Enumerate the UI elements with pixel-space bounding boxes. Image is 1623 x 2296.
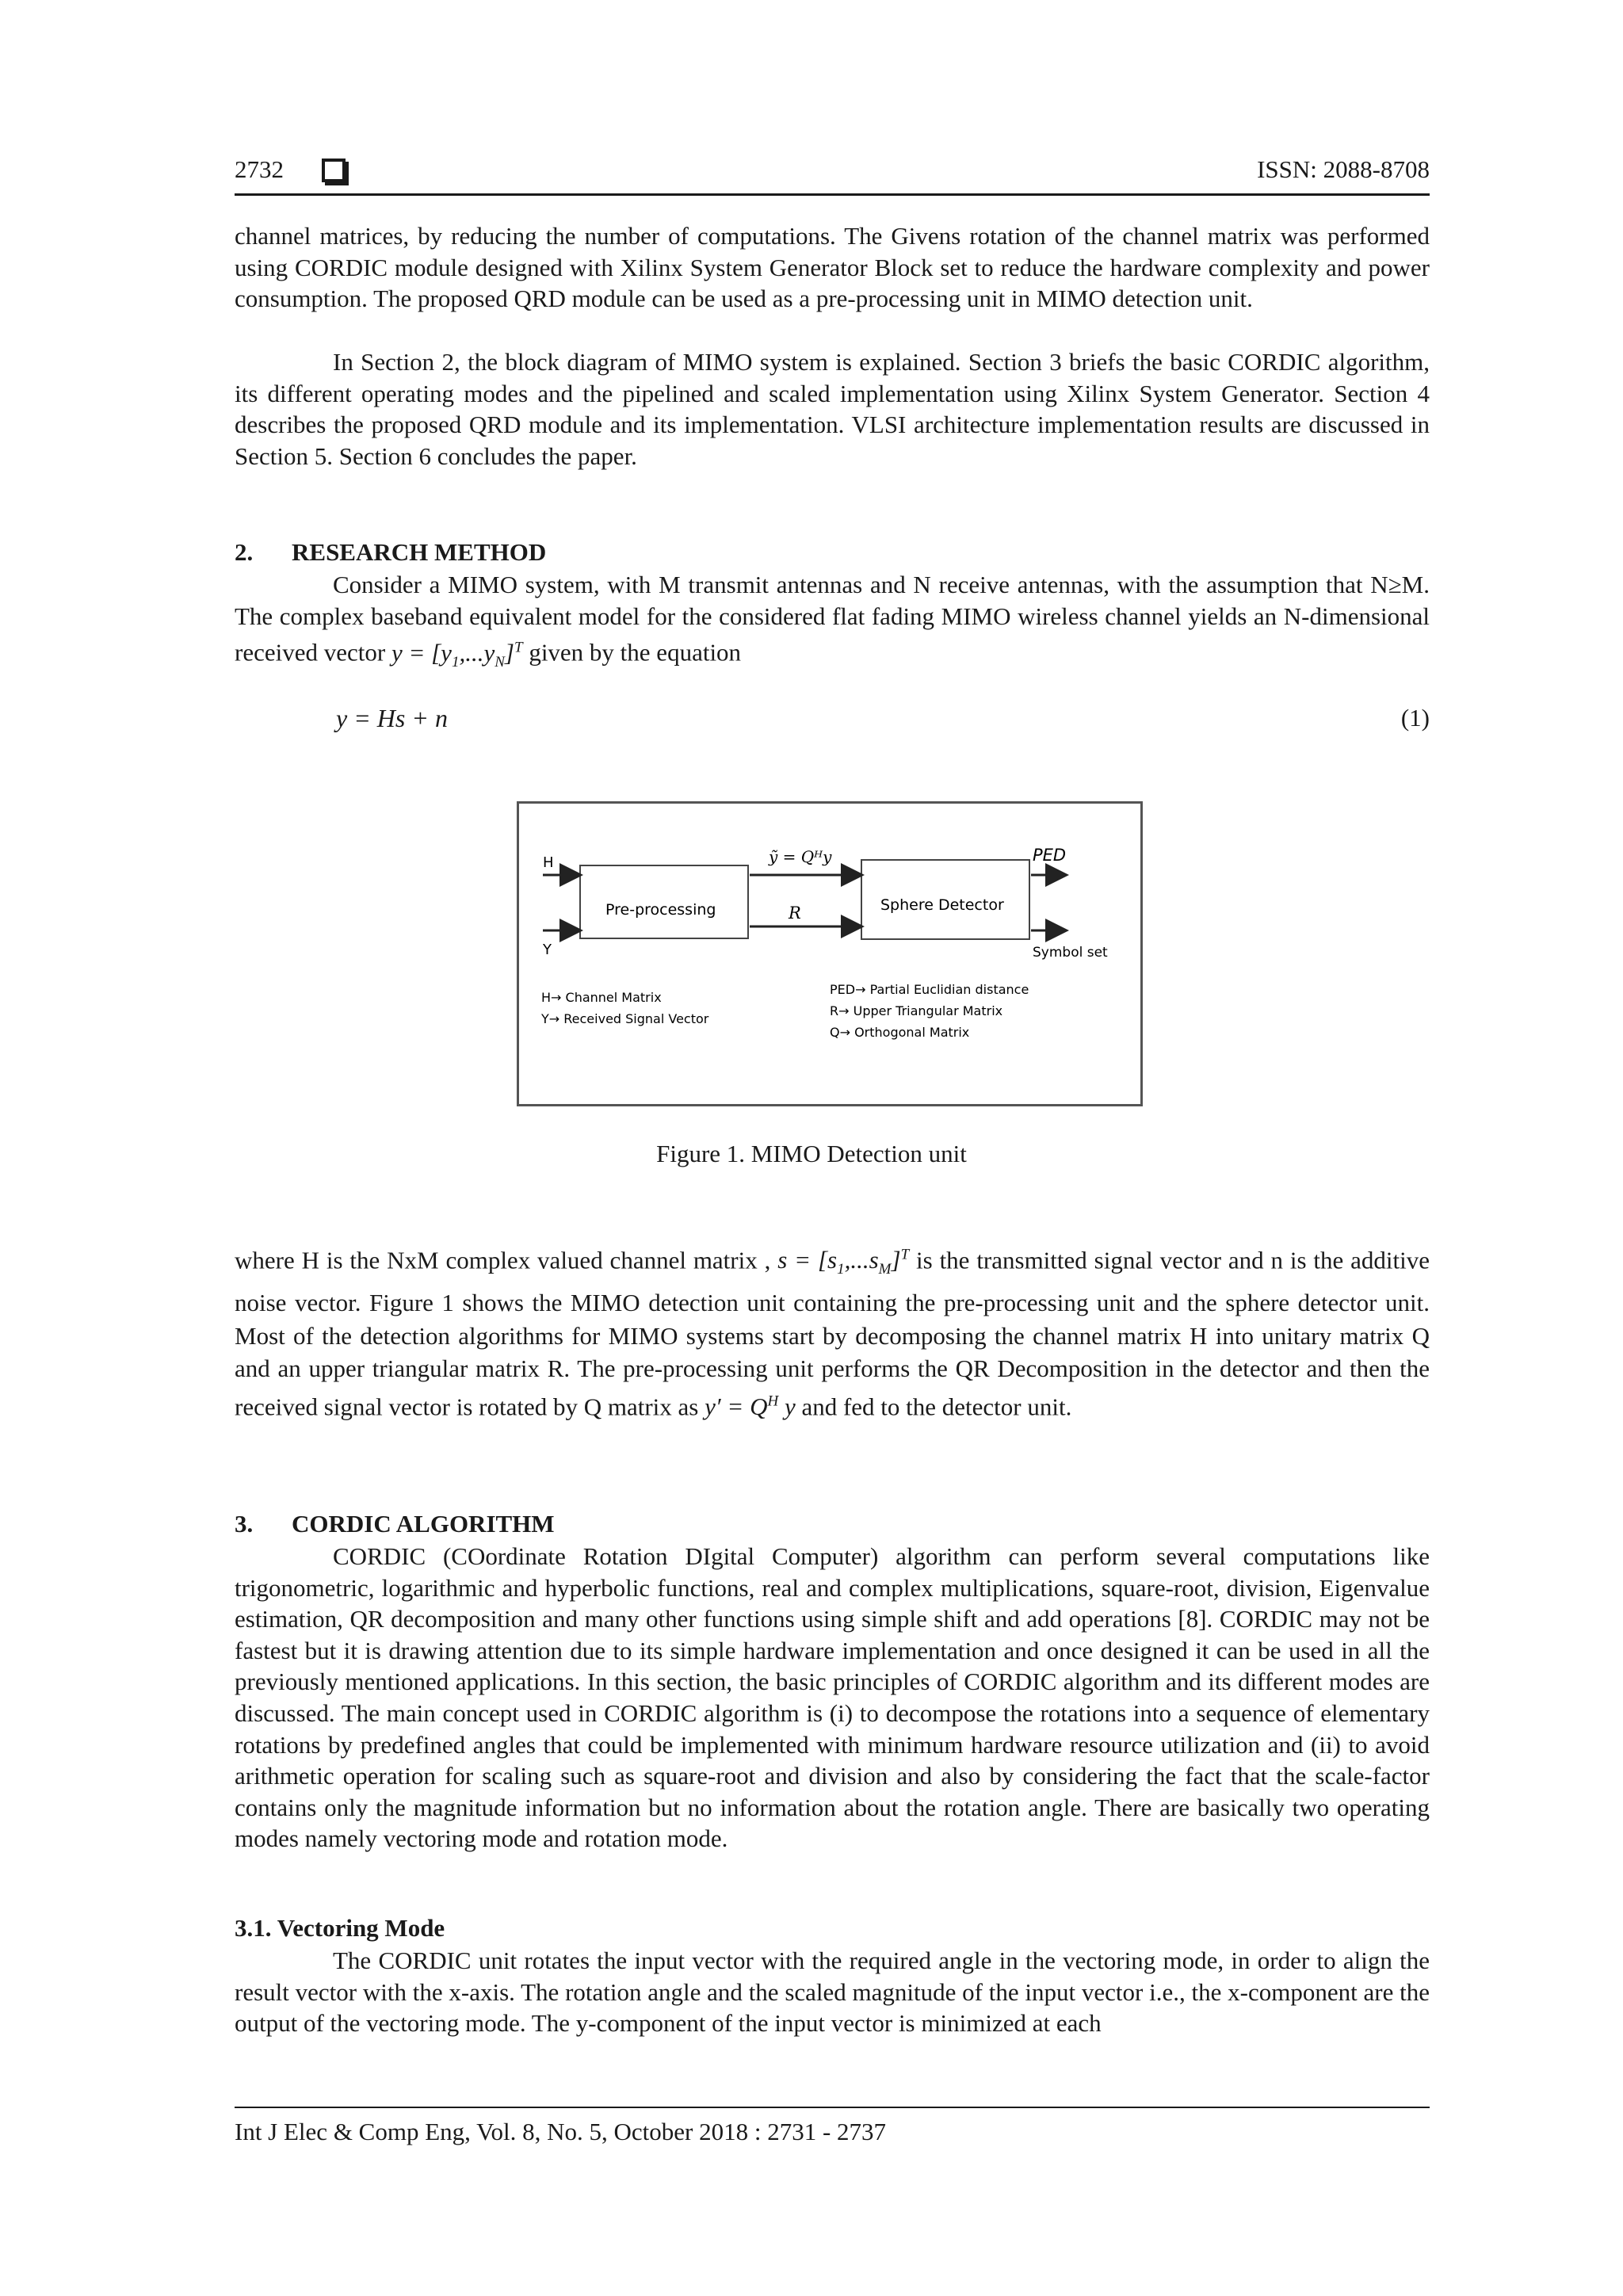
footer-rule — [235, 2107, 1430, 2108]
subsection-3-1-heading: 3.1. Vectoring Mode — [235, 1914, 445, 1942]
legend-left-2: Y→ Received Signal Vector — [541, 1011, 709, 1026]
rotated-vector-math: $y' = Q^H$ y — [705, 1392, 796, 1421]
input-y-label: Y — [543, 942, 552, 958]
received-vector-math: $y = [y_1,...y_N]^T$ — [391, 638, 523, 670]
legend-right-1: PED→ Partial Euclidian distance — [830, 982, 1029, 997]
legend-right-2: R→ Upper Triangular Matrix — [830, 1003, 1003, 1018]
intro-paragraph-1: channel matrices, by reducing the number of computations. The Givens rotation of the channel matrix was performed using CORDIC module designed with Xilinx System Generator Block set to reduce the hardware complexity and power consumption. The proposed QRD module can be used as a pre-processing unit in MIMO detection unit. — [235, 222, 1430, 313]
ped-label: PED — [1033, 846, 1067, 865]
section-3-paragraph-1: CORDIC (COordinate Rotation DIgital Computer) algorithm can perform several computations like trigonometric, logarithmic and hyperbolic functions, real and complex multiplications, square-root, division, Eigenvalue estimation, QR decomposition and many other functions using simple shift and add operations [8]. CORDIC may not be fastest but it is drawing attention due to its simple hardware implementation and once designed it can be used in all the previously mentioned applications. In this section, the basic principles of CORDIC algorithm and its different modes are discussed. The main concept used in CORDIC algorithm is (i) to decompose the rotations into a sequence of elementary rotations by predefined angles that could be implemented with minimum hardware resource utilization and (ii) to avoid arithmetic operation for scaling such as square-root and division and also by considering the fact that the scale-factor contains only the magnitude information but no information about the rotation angle. There are basically two operating modes namely vectoring mode and rotation mode. — [235, 1542, 1430, 1853]
footer-citation: Int J Elec & Comp Eng, Vol. 8, No. 5, October 2018 : 2731 - 2737 — [235, 2118, 887, 2145]
legend-right-3: Q→ Orthogonal Matrix — [830, 1025, 970, 1040]
intro-paragraph-2: In Section 2, the block diagram of MIMO system is explained. Section 3 briefs the basic CORDIC algorithm, its different operating modes and the pipelined and scaled implementation using Xilinx System Generator. Section 4 describes the proposed QRD module and its implementation. VLSI architecture implementation results are discussed in Section 5. Section 6 concludes the paper. — [235, 348, 1430, 470]
legend-left-1: H→ Channel Matrix — [541, 990, 662, 1005]
input-h-label: H — [543, 854, 554, 871]
square-box-icon — [322, 159, 346, 182]
r-label: R — [789, 904, 801, 923]
equation-1: y = Hs + n — [336, 704, 448, 732]
signal-vector-math: $s = [s_1,...s_M]^T$ — [777, 1246, 910, 1278]
issn: ISSN: 2088-8708 — [1257, 155, 1430, 183]
figure-1-diagram — [517, 801, 1143, 1106]
section-2-heading: 2. RESEARCH METHOD — [235, 538, 547, 566]
section-2-paragraph-1: Consider a MIMO system, with M transmit antennas and N receive antennas, with the assumption that N≥M. The complex baseband equivalent model for the considered flat fading MIMO wireless channel yields an N-dimensional received vector $y = [y_1,...y_N]^T$ given by the equation — [235, 571, 1430, 670]
qhy-label: ỹ = Qᴴy — [769, 847, 832, 866]
sphere-detector-label: Sphere Detector — [880, 896, 1004, 914]
subsection-3-1-paragraph: The CORDIC unit rotates the input vector with the required angle in the vectoring mode, in order to align the result vector with the x-axis. The rotation angle and the scaled magnitude of the input vector i.e., the x-component are the output of the vectoring mode. The y-component of the input vector is minimized at each — [235, 1946, 1430, 2038]
equation-1-number: (1) — [1400, 704, 1430, 732]
section-2-paragraph-2: where H is the NxM complex valued channel matrix , $s = [s_1,...s_M]^T$ is the transmitted signal vector and n is the additive noise vector. Figure 1 shows the MIMO detection unit containing the pre-processing unit and the sphere detector unit. Most of the detection algorithms for MIMO systems start by decomposing the channel matrix H into unitary matrix Q and an upper triangular matrix R. The pre-processing unit performs the QR Decomposition in the detector and then the received signal vector is rotated by Q matrix as $y' = Q^H$ y and fed to the detector unit. — [235, 1246, 1430, 1421]
page-number: 2732 — [235, 155, 284, 183]
mimo-block-diagram — [519, 804, 1140, 1104]
section-3-heading: 3. CORDIC ALGORITHM — [235, 1510, 555, 1538]
page-header — [235, 151, 1430, 193]
figure-1-caption: Figure 1. MIMO Detection unit — [656, 1140, 967, 1167]
preprocessing-label: Pre-processing — [605, 901, 716, 919]
symbol-set-label: Symbol set — [1033, 945, 1108, 961]
header-rule — [235, 193, 1430, 196]
